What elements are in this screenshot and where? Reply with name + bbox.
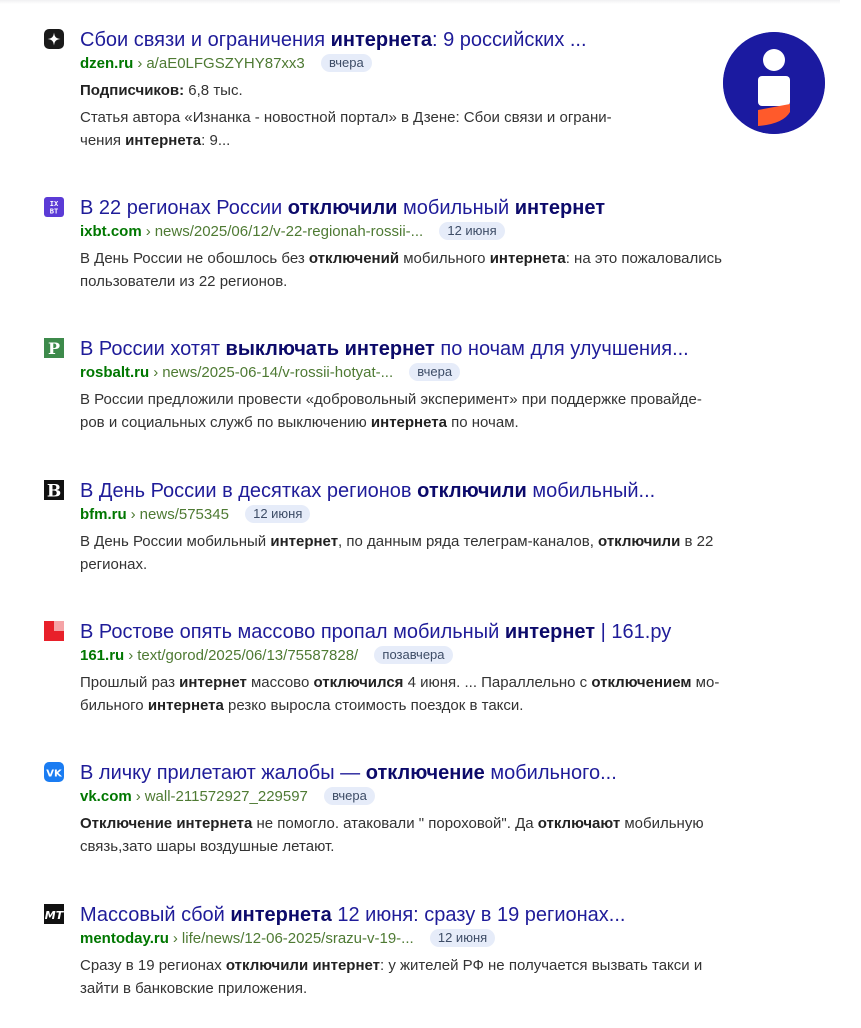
breadcrumb-separator: › <box>130 506 136 523</box>
text-fragment: мо- <box>691 674 720 691</box>
text-fragment: пользователи из 22 регионов. <box>80 273 288 290</box>
highlighted-term: отключают <box>537 815 621 832</box>
text-fragment: мобильный <box>397 197 515 219</box>
text-fragment: Сразу в 19 регионах <box>80 957 226 974</box>
text-fragment: не помогло. атаковали " пороховой". Да <box>252 815 538 832</box>
highlighted-term: интернета <box>125 132 202 149</box>
date-badge: позавчера <box>374 646 452 664</box>
result-snippet <box>80 954 834 1000</box>
text-fragment: Сбои связи и ограничения <box>80 29 331 51</box>
subscribers-info <box>80 79 684 102</box>
highlighted-term: интернет <box>270 533 339 550</box>
result-path[interactable]: news/2025-06-14/v-rossii-hotyat-... <box>162 364 394 381</box>
date-badge: 12 июня <box>245 505 310 523</box>
highlighted-term: отключений <box>308 250 400 267</box>
text-fragment: чения <box>80 132 126 149</box>
text-fragment: В личку прилетают жалобы — <box>80 762 366 784</box>
result-title-link[interactable] <box>80 478 834 504</box>
date-badge: 12 июня <box>430 929 495 947</box>
result-path[interactable]: news/575345 <box>139 506 229 523</box>
text-fragment: 4 июня. ... Параллельно с <box>403 674 592 691</box>
subscribers-value: 6,8 тыс. <box>188 82 243 99</box>
date-badge: вчера <box>324 787 375 805</box>
highlighted-term: отключили <box>598 533 681 550</box>
svg-text:P: P <box>47 339 61 358</box>
highlighted-term: отключили <box>417 480 527 502</box>
highlighted-term: интернета <box>489 250 566 267</box>
result-url <box>80 504 834 526</box>
result-url <box>80 786 834 808</box>
result-snippet <box>80 388 834 434</box>
text-fragment: регионах. <box>80 556 148 573</box>
result-snippet <box>80 106 684 152</box>
result-domain[interactable]: dzen.ru <box>80 55 134 72</box>
highlighted-term: отключился <box>313 674 404 691</box>
text-fragment: : 9... <box>201 132 231 149</box>
result-domain[interactable]: mentoday.ru <box>80 930 169 947</box>
highlighted-term: выключать интернет <box>225 338 435 360</box>
text-fragment: зайти в банковские приложения. <box>80 980 308 997</box>
result-snippet <box>80 812 834 858</box>
highlighted-term: отключили <box>287 197 398 219</box>
result-snippet <box>80 671 834 717</box>
date-badge: вчера <box>409 363 460 381</box>
result-path[interactable]: life/news/12-06-2025/srazu-v-19-... <box>181 930 414 947</box>
text-fragment: | 161.ру <box>595 621 672 643</box>
text-fragment: по ночам для улучшения... <box>434 338 689 360</box>
svg-text:VK: VK <box>46 768 62 780</box>
text-fragment: В Ростове опять массово пропал мобильный <box>80 621 505 643</box>
highlighted-term: интернета <box>330 29 433 51</box>
ixbt-logo-icon <box>44 197 64 217</box>
highlighted-term: интернет <box>179 674 247 691</box>
breadcrumb-separator: › <box>145 223 151 240</box>
svg-text:MT: MT <box>44 909 64 922</box>
text-fragment: мобильного <box>399 250 490 267</box>
date-badge: 12 июня <box>439 222 504 240</box>
text-fragment: Статья автора «Изнанка - новостной портал» в Дзене: Сбои связи и ограни- <box>80 109 612 126</box>
highlighted-term: отключение <box>365 762 485 784</box>
result-path[interactable]: text/gorod/2025/06/13/75587828/ <box>137 647 359 664</box>
highlighted-term: интернета <box>147 697 224 714</box>
result-title-link[interactable] <box>80 195 834 221</box>
rosbalt-logo-icon <box>44 338 64 358</box>
text-fragment: В России хотят <box>80 338 226 360</box>
date-badge: вчера <box>321 54 372 72</box>
text-fragment: : на это пожаловались <box>565 250 722 267</box>
text-fragment: Прошлый раз <box>80 674 180 691</box>
result-title-link[interactable] <box>80 27 684 53</box>
text-fragment: резко выросла стоимость поездок в такси. <box>223 697 524 714</box>
result-domain[interactable]: bfm.ru <box>80 506 127 523</box>
result-path[interactable]: a/aE0LFGSZYHY87xx3 <box>146 55 305 72</box>
text-fragment: Массовый сбой <box>80 904 231 926</box>
text-fragment: массово <box>246 674 314 691</box>
text-fragment: В России предложили провести «добровольный эксперимент» при поддержке провайде- <box>80 391 702 408</box>
result-title-link[interactable] <box>80 760 834 786</box>
result-domain[interactable]: ixbt.com <box>80 223 142 240</box>
highlighted-term: отключили интернет <box>225 957 381 974</box>
result-title-link[interactable] <box>80 336 834 362</box>
result-domain[interactable]: 161.ru <box>80 647 125 664</box>
result-url <box>80 928 834 950</box>
highlighted-term: интернет <box>504 621 596 643</box>
result-domain[interactable]: rosbalt.ru <box>80 364 150 381</box>
breadcrumb-separator: › <box>137 55 143 72</box>
text-fragment: 12 июня: сразу в 19 регионах... <box>331 904 626 926</box>
text-fragment: В День России в десятках регионов <box>80 480 418 502</box>
mentoday-logo-icon <box>44 904 64 924</box>
breadcrumb-separator: › <box>172 930 178 947</box>
text-fragment: связь,зато шары воздушные летают. <box>80 838 335 855</box>
text-fragment: по ночам. <box>446 414 519 431</box>
svg-text:B: B <box>46 481 62 500</box>
svg-text:IX: IX <box>49 200 59 208</box>
bfm-logo-icon <box>44 480 64 500</box>
text-fragment: мобильную <box>620 815 704 832</box>
161-logo-icon <box>44 621 64 641</box>
text-fragment: В 22 регионах России <box>80 197 288 219</box>
result-title-link[interactable] <box>80 619 834 645</box>
breadcrumb-separator: › <box>135 788 141 805</box>
highlighted-term: интернет <box>514 197 605 219</box>
result-domain[interactable]: vk.com <box>80 788 132 805</box>
text-fragment: В День России мобильный <box>80 533 271 550</box>
highlighted-term: интернета <box>370 414 447 431</box>
result-url <box>80 645 834 667</box>
highlighted-term: Отключение интернета <box>80 815 253 832</box>
vk-logo-icon <box>44 762 64 782</box>
dzen-star-icon <box>44 29 64 49</box>
breadcrumb-separator: › <box>153 364 159 381</box>
text-fragment: мобильного... <box>484 762 617 784</box>
dzen-channel-avatar[interactable] <box>723 32 825 134</box>
svg-text:BT: BT <box>49 207 59 216</box>
text-fragment: мобильный... <box>526 480 656 502</box>
text-fragment: , по данным ряда телеграм-каналов, <box>338 533 599 550</box>
highlighted-term: интернета <box>230 904 332 926</box>
result-snippet <box>80 530 834 576</box>
text-fragment: ров и социальных служб по выключению <box>80 414 371 431</box>
result-path[interactable]: wall-211572927_229597 <box>144 788 308 805</box>
subscribers-label: Подписчиков: <box>80 82 185 99</box>
result-url <box>80 53 684 75</box>
highlighted-term: отключением <box>591 674 692 691</box>
text-fragment: В День России не обошлось без <box>80 250 309 267</box>
text-fragment: : 9 российских ... <box>432 29 587 51</box>
result-path[interactable]: news/2025/06/12/v-22-regionah-rossii-... <box>154 223 424 240</box>
result-url <box>80 221 834 243</box>
text-fragment: : у жителей РФ не получается вызвать такси и <box>380 957 703 974</box>
text-fragment: в 22 <box>680 533 714 550</box>
result-title-link[interactable] <box>80 902 834 928</box>
top-divider <box>0 0 840 4</box>
text-fragment: бильного <box>80 697 148 714</box>
result-url <box>80 362 834 384</box>
result-snippet <box>80 247 834 293</box>
breadcrumb-separator: › <box>128 647 134 664</box>
